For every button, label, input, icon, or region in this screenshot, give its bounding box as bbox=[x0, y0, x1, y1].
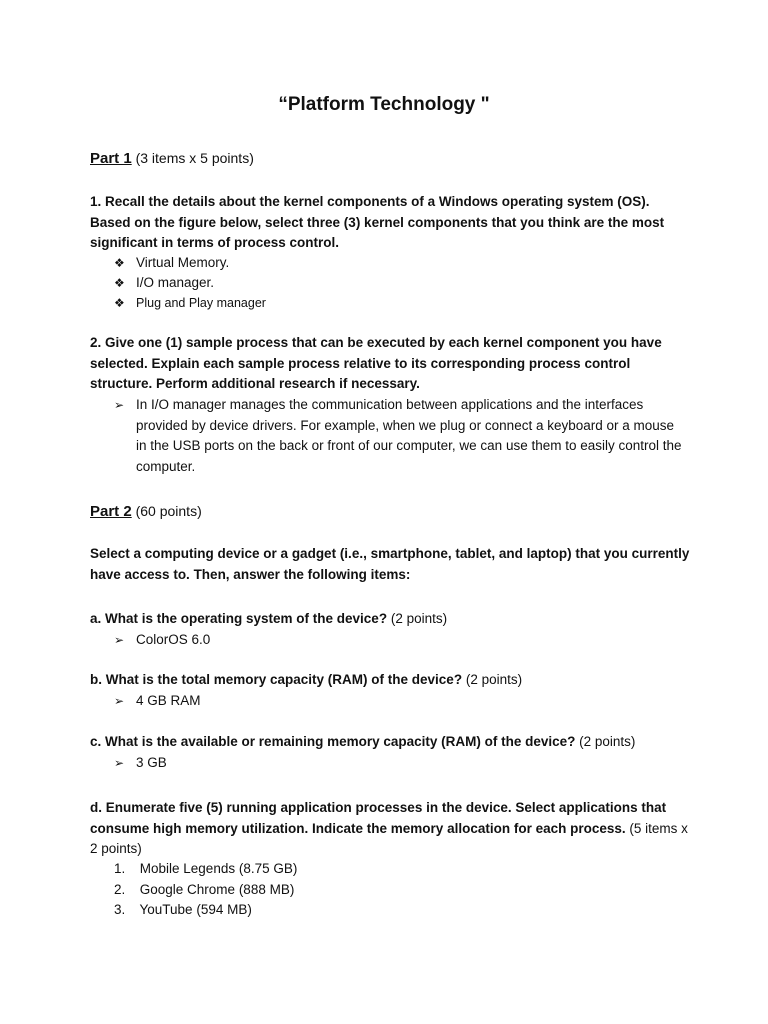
question-a-points: (2 points) bbox=[390, 611, 448, 626]
document-title: “Platform Technology " bbox=[278, 94, 490, 115]
question-b-points: (2 points) bbox=[465, 672, 523, 687]
qd-answer-text: Mobile Legends (8.75 GB) bbox=[139, 861, 298, 876]
q1-answer-text: Virtual Memory. bbox=[136, 255, 230, 270]
diamond-bullet-icon: ❖ bbox=[114, 296, 125, 310]
diamond-bullet-icon: ❖ bbox=[114, 256, 125, 270]
question-b-text: b. What is the total memory capacity (RAM) of the device? bbox=[90, 672, 463, 687]
question-1: 1. Recall the details about the kernel components of a Windows operating system (OS). Based on the figure below, select three (3) kernel components that you think are the most significant in terms of process control. bbox=[90, 194, 665, 250]
question-a bbox=[90, 609, 690, 630]
question-2: 2. Give one (1) sample process that can be executed by each kernel component you have selected. Explain each sample process relative to its corresponding process control structure. Perform additional research if necessary. bbox=[90, 335, 662, 391]
part2-points: (60 points) bbox=[135, 503, 202, 519]
q1-answer-item bbox=[114, 273, 684, 294]
part1-heading bbox=[90, 150, 254, 167]
qc-answer-text: 3 GB bbox=[136, 755, 167, 770]
qd-answer-item bbox=[114, 859, 297, 880]
q2-answer-text: In I/O manager manages the communication between applications and the interfaces provided by device drivers. For example, when we plug or connect a keyboard or a mouse in the USB ports on the back or front of our computer, we can use them to easily control the computer. bbox=[136, 397, 682, 474]
part2-heading bbox=[90, 503, 202, 520]
qd-answer-number: 2. bbox=[114, 882, 126, 897]
q1-answer-item bbox=[114, 293, 684, 314]
part1-points: (3 items x 5 points) bbox=[135, 150, 254, 166]
question-c-text: c. What is the available or remaining memory capacity (RAM) of the device? bbox=[90, 734, 576, 749]
qc-answer-item bbox=[114, 753, 684, 774]
question-c-points: (2 points) bbox=[579, 734, 636, 749]
question-a-text: a. What is the operating system of the device? bbox=[90, 611, 388, 626]
arrow-bullet-icon: ➢ bbox=[114, 756, 125, 770]
question-d-points: (5 items x 2 points) bbox=[90, 820, 688, 856]
q1-answer-text: Plug and Play manager bbox=[136, 296, 266, 310]
qb-answer-text: 4 GB RAM bbox=[136, 693, 201, 708]
arrow-bullet-icon: ➢ bbox=[114, 694, 125, 708]
question-d bbox=[90, 798, 690, 860]
part2-intro: Select a computing device or a gadget (i.e., smartphone, tablet, and laptop) that you currently have access to. Then, answer the following items: bbox=[90, 546, 690, 582]
diamond-bullet-icon: ❖ bbox=[114, 276, 125, 290]
qa-answer-item bbox=[114, 630, 684, 651]
arrow-bullet-icon: ➢ bbox=[114, 633, 125, 647]
question-c bbox=[90, 732, 690, 753]
q1-answer-text: I/O manager. bbox=[136, 275, 215, 290]
part2-label: Part 2 bbox=[90, 503, 132, 520]
question-d-text: d. Enumerate five (5) running application processes in the device. Select applications that consume high memory utilization. Indicate the memory allocation for each process. bbox=[90, 800, 667, 836]
qd-answer-item bbox=[114, 880, 294, 901]
qd-answer-text: YouTube (594 MB) bbox=[139, 902, 252, 917]
qd-answer-item bbox=[114, 900, 252, 921]
qa-answer-text: ColorOS 6.0 bbox=[136, 632, 211, 647]
part1-label: Part 1 bbox=[90, 150, 132, 167]
q1-answer-item bbox=[114, 253, 684, 274]
qd-answer-number: 3. bbox=[114, 902, 126, 917]
qd-answer-text: Google Chrome (888 MB) bbox=[139, 882, 295, 897]
qd-answer-number: 1. bbox=[114, 861, 126, 876]
qb-answer-item bbox=[114, 691, 684, 712]
q2-answer-item bbox=[114, 395, 684, 477]
arrow-bullet-icon: ➢ bbox=[114, 398, 125, 412]
question-b bbox=[90, 670, 690, 691]
